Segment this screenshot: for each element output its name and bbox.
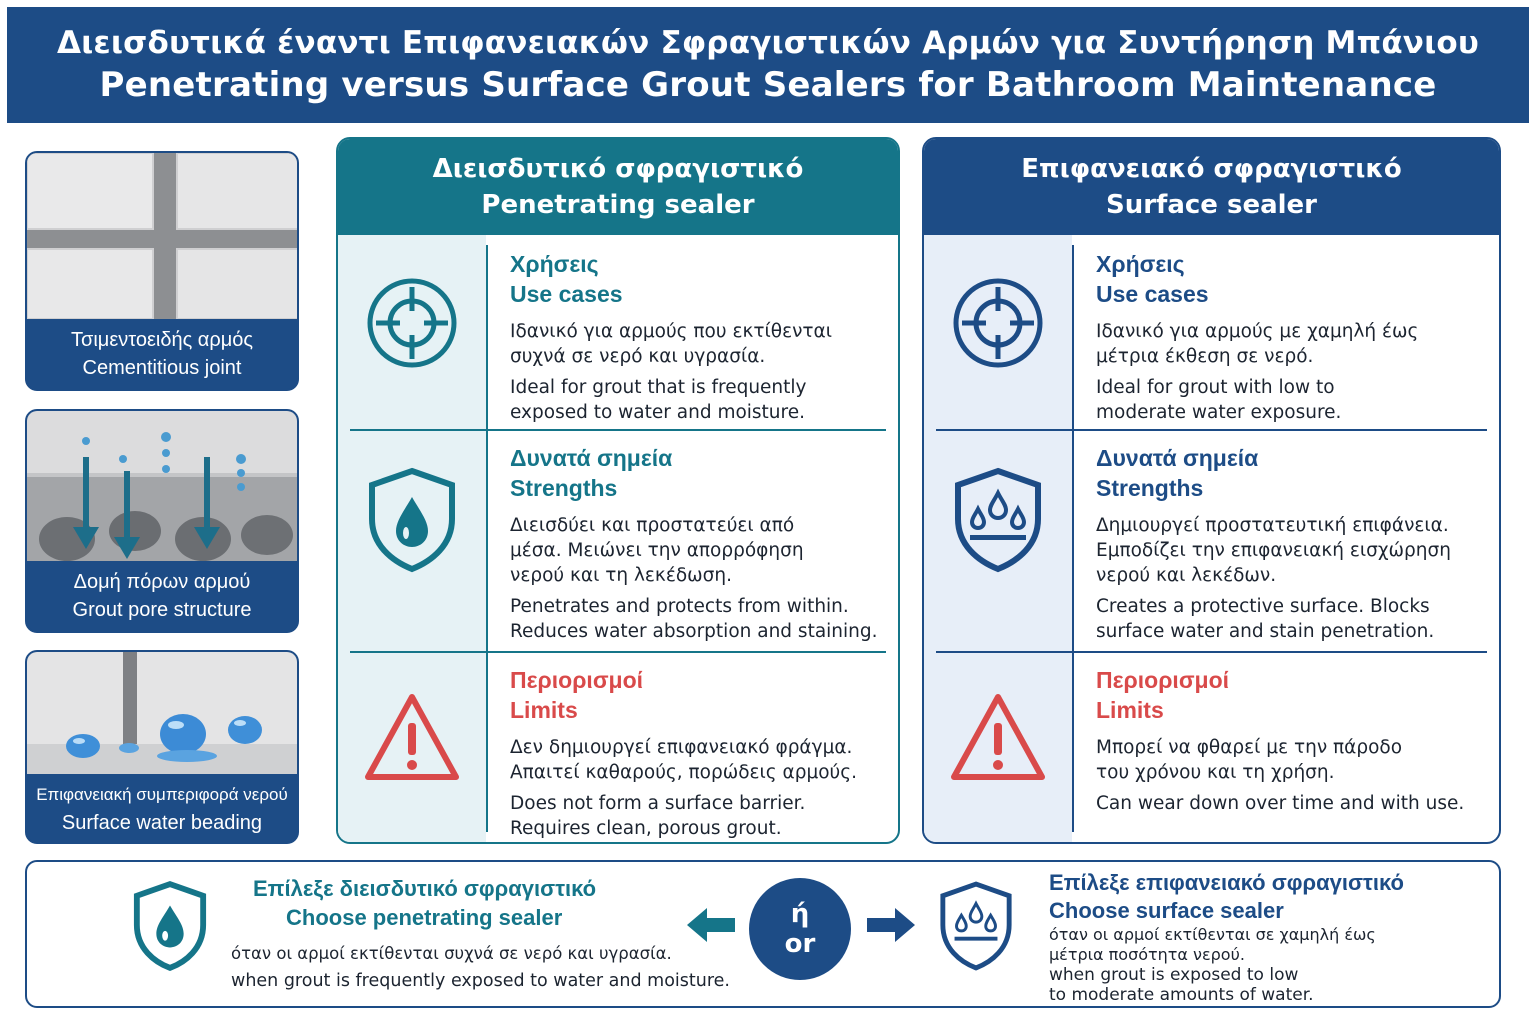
panel-title-greek: Επιφανειακό σφραγιστικό (1021, 154, 1402, 184)
caption-english: Cementitious joint (82, 357, 242, 379)
arrow-left-icon (687, 908, 737, 942)
use-cases-section (510, 249, 892, 425)
decision-right-heading-english: Choose surface sealer (1049, 898, 1284, 923)
section-heading-english: Strengths (1096, 475, 1204, 501)
divider (936, 429, 1487, 431)
section-heading-greek: Δυνατά σημεία (1096, 445, 1259, 471)
target-icon (948, 273, 1048, 373)
strengths-section (1096, 443, 1493, 644)
water-beads-shield-icon (937, 880, 1015, 972)
section-heading-greek: Χρήσεις (1096, 251, 1185, 277)
penetrating-sealer-panel (336, 137, 900, 844)
decision-right-text-greek: όταν οι αρμοί εκτίθενται σε χαμηλή έως (1049, 925, 1376, 944)
decision-right-text-english: to moderate amounts of water. (1049, 985, 1314, 1005)
section-heading-english: Limits (510, 697, 578, 723)
divider (350, 651, 886, 653)
title-english: Penetrating versus Surface Grout Sealers for Bathroom Maintenance (99, 65, 1437, 105)
caption-greek: Δομή πόρων αρμού (73, 571, 251, 593)
water-beading-card (25, 650, 299, 844)
decision-right-text-greek: μέτρια ποσότητα νερού. (1049, 945, 1245, 964)
section-text-greek: Δεν δημιουργεί επιφανειακό φράγμα. Απαιτεί καθαρούς, πορώδεις αρμούς. (510, 737, 858, 783)
or-greek: ή (790, 899, 810, 929)
section-heading-english: Strengths (510, 475, 618, 501)
section-text-greek: Διεισδύει και προστατεύει από μέσα. Μειώνει την απορρόφηση νερού και τη λεκέδωση. (510, 515, 804, 586)
surface-sealer-panel (922, 137, 1501, 844)
decision-right-text-english: when grout is exposed to low (1049, 965, 1299, 985)
section-text-english: Ideal for grout that is frequently exposed to water and moisture. (510, 377, 807, 423)
cementitious-joint-caption (27, 319, 297, 389)
water-beading-image (27, 652, 297, 774)
section-text-english: Can wear down over time and with use. (1096, 793, 1465, 814)
cementitious-joint-card (25, 151, 299, 391)
caption-greek: Τσιμεντοειδής αρμός (70, 329, 254, 351)
decision-left-heading-greek: Επίλεξε διεισδυτικό σφραγιστικό (253, 876, 597, 901)
section-text-greek: Ιδανικό για αρμούς με χαμηλή έως μέτρια έκθεση σε νερό. (1096, 321, 1419, 367)
target-icon (362, 273, 462, 373)
divider (486, 245, 488, 832)
strengths-section (510, 443, 892, 644)
section-text-english: Creates a protective surface. Blocks surface water and stain penetration. (1096, 596, 1435, 642)
section-heading-greek: Περιορισμοί (510, 667, 644, 693)
section-text-greek: Ιδανικό για αρμούς που εκτίθενται συχνά σε νερό και υγρασία. (510, 321, 833, 367)
section-text-greek: Δημιουργεί προστατευτική επιφάνεια. Εμποδίζει την επιφανειακή εισχώρηση νερού και λεκέδων. (1096, 515, 1451, 586)
section-text-english: Does not form a surface barrier. Requires clean, porous grout. (510, 793, 806, 839)
decision-left-text-english: when grout is frequently exposed to water and moisture. (231, 971, 730, 991)
divider (936, 651, 1487, 653)
section-text-english: Penetrates and protects from within. Reduces water absorption and staining. (510, 596, 878, 642)
decision-bar (25, 860, 1501, 1008)
grout-pore-caption (27, 561, 297, 631)
or-badge (749, 878, 851, 980)
water-beading-caption (27, 774, 297, 844)
penetrating-panel-header (338, 139, 898, 235)
arrow-right-icon (865, 908, 915, 942)
page-header (7, 7, 1529, 123)
grout-pore-card (25, 409, 299, 633)
limits-section (510, 665, 892, 841)
water-drop-shield-icon (362, 467, 462, 573)
section-heading-english: Use cases (510, 281, 623, 307)
panel-title-english: Penetrating sealer (481, 190, 755, 220)
grout-pore-image (27, 411, 297, 561)
divider (1072, 245, 1074, 832)
use-cases-section (1096, 249, 1493, 425)
decision-left-text-greek: όταν οι αρμοί εκτίθενται συχνά σε νερό και υγρασία. (231, 944, 672, 963)
section-text-english: Ideal for grout with low to moderate water exposure. (1096, 377, 1342, 423)
warning-triangle-icon (948, 689, 1048, 789)
limits-section (1096, 665, 1493, 816)
water-beads-shield-icon (948, 467, 1048, 573)
section-heading-english: Use cases (1096, 281, 1209, 307)
warning-triangle-icon (362, 689, 462, 789)
caption-greek: Επιφανειακή συμπεριφορά νερού (36, 785, 288, 804)
decision-right-heading-greek: Επίλεξε επιφανειακό σφραγιστικό (1049, 870, 1404, 895)
section-heading-english: Limits (1096, 697, 1164, 723)
panel-title-english: Surface sealer (1105, 190, 1318, 220)
water-drop-shield-icon (131, 880, 209, 972)
or-english: or (784, 929, 816, 959)
title-greek: Διεισδυτικά έναντι Επιφανειακών Σφραγιστικών Αρμών για Συντήρηση Μπάνιου (56, 25, 1480, 61)
caption-english: Grout pore structure (72, 599, 252, 621)
section-heading-greek: Περιορισμοί (1096, 667, 1230, 693)
section-heading-greek: Χρήσεις (510, 251, 599, 277)
section-text-greek: Μπορεί να φθαρεί με την πάροδο του χρόνου και τη χρήση. (1096, 737, 1403, 783)
decision-left-heading-english: Choose penetrating sealer (286, 905, 563, 930)
caption-english: Surface water beading (61, 812, 263, 834)
cementitious-joint-image (27, 153, 297, 319)
surface-panel-header (924, 139, 1499, 235)
section-heading-greek: Δυνατά σημεία (510, 445, 673, 471)
divider (350, 429, 886, 431)
panel-title-greek: Διεισδυτικό σφραγιστικό (432, 154, 804, 184)
